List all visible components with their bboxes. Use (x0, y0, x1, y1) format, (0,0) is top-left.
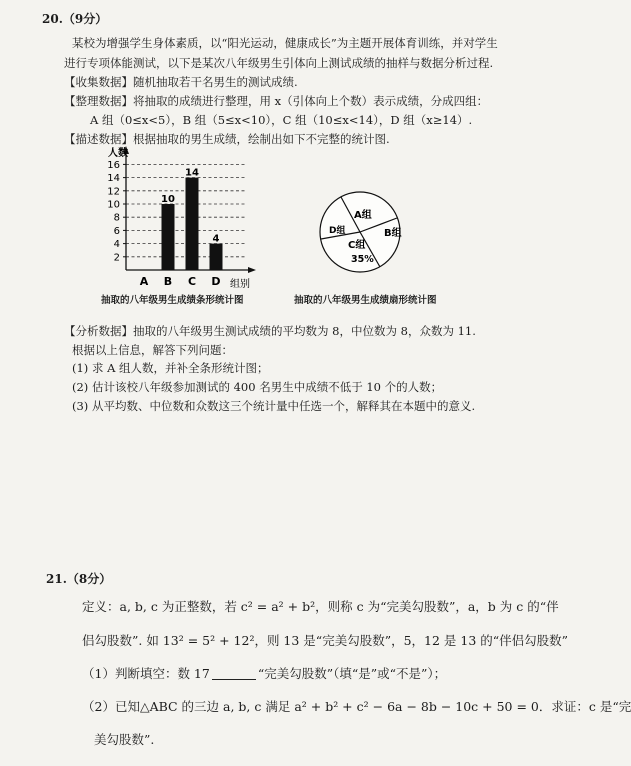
bar-label-c: 14 (185, 167, 199, 179)
bar-chart-grid (123, 164, 245, 256)
x-tick-labels (140, 275, 221, 288)
bar-label-b: 10 (161, 194, 175, 205)
q20-sub2: (2) 估计该校八年级参加测试的 400 名男生中成绩不低于 10 个的人数； (72, 380, 443, 394)
q20-intro-line1: 某校为增强学生身体素质，以“阳光运动，健康成长”为主题开展体育训练，并对学生 (72, 36, 498, 50)
pie-label-b: B组 (384, 228, 402, 239)
y-tick-label: 4 (113, 239, 120, 251)
q20-collect: 【收集数据】随机抽取若干名男生的测试成绩. (64, 75, 298, 89)
y-tick-label: 2 (113, 252, 120, 264)
y-tick-label: 8 (113, 212, 120, 224)
q21-sub2-line2: 美勾股数”. (94, 732, 155, 747)
y-tick-label: 6 (113, 225, 120, 237)
x-tick-label-a: A (139, 275, 149, 288)
q21-def-line2: 侣勾股数”. 如 13² = 5² + 12²，则 13 是“完美勾股数”，5，12 是 13 的“伴侣勾股数” (82, 633, 569, 648)
q21-sub2-line1: （2）已知△ABC 的三边 a, b, c 满足 a² + b² + c² − 6a − 8b − 10c + 50 = 0．求证：c 是“完 (82, 699, 631, 714)
q20-sub3: (3) 从平均数、中位数和众数这三个统计量中任选一个，解释其在本题中的意义. (72, 399, 476, 413)
x-axis-arrow (248, 267, 256, 273)
y-tick-label: 16 (107, 159, 120, 171)
pie-chart (310, 192, 430, 282)
y-tick-labels (107, 160, 120, 263)
q20-organize: 【整理数据】将抽取的成绩进行整理，用 x（引体向上个数）表示成绩，分成四组： (64, 94, 489, 108)
y-axis-label: 人数 (108, 148, 128, 159)
bar-series (161, 168, 222, 270)
bar-d (210, 244, 223, 270)
q21-def-line1: 定义：a, b, c 为正整数，若 c² = a² + b²，则称 c 为“完美勾股数”，a，b 为 c 的“伴 (82, 599, 559, 614)
q21-sub1 (82, 664, 446, 682)
q20-number: 20.（9分） (42, 12, 108, 26)
x-tick-label-c: C (187, 275, 197, 288)
q21-sub1-blank[interactable] (212, 679, 256, 680)
bar-chart-caption: 抽取的八年级男生成绩条形统计图 (101, 295, 244, 306)
q21-number: 21.（8分） (46, 572, 112, 586)
q20-groups: A 组（0≤x<5），B 组（5≤x<10），C 组（10≤x<14），D 组（x≥14）. (90, 113, 473, 127)
q20-intro-line2: 进行专项体能测试，以下是某次八年级男生引体向上测试成绩的抽样与数据分析过程. (64, 56, 494, 70)
pie-chart-caption: 抽取的八年级男生成绩扇形统计图 (294, 295, 437, 306)
pie-label-c: C组 (348, 240, 366, 251)
bar-label-d: 4 (212, 233, 220, 245)
y-tick-label: 14 (107, 173, 120, 185)
q21-sub1-suffix: “完美勾股数”（填“是”或“不是”）； (257, 666, 447, 681)
bar-c (186, 178, 199, 270)
bar-chart (90, 142, 270, 292)
q20-analyze: 【分析数据】抽取的八年级男生测试成绩的平均数为 8，中位数为 8，众数为 11. (64, 324, 476, 338)
q21-sub1-prefix: （1）判断填空：数 17 (82, 666, 210, 681)
pie-percent-c: 35% (351, 254, 374, 265)
q20-answer-intro: 根据以上信息，解答下列问题： (72, 343, 233, 357)
x-axis-label: 组别 (230, 279, 250, 290)
x-tick-label-d: D (211, 275, 221, 288)
q20-describe: 【描述数据】根据抽取的男生成绩，绘制出如下不完整的统计图. (64, 132, 390, 146)
y-tick-label: 12 (107, 186, 120, 198)
q20-sub1: (1) 求 A 组人数，并补全条形统计图； (72, 361, 269, 375)
pie-label-a: A组 (354, 210, 372, 221)
y-tick-label: 10 (107, 199, 120, 211)
bar-b (162, 204, 175, 270)
pie-label-d: D组 (329, 226, 346, 236)
x-tick-label-b: B (163, 275, 173, 288)
